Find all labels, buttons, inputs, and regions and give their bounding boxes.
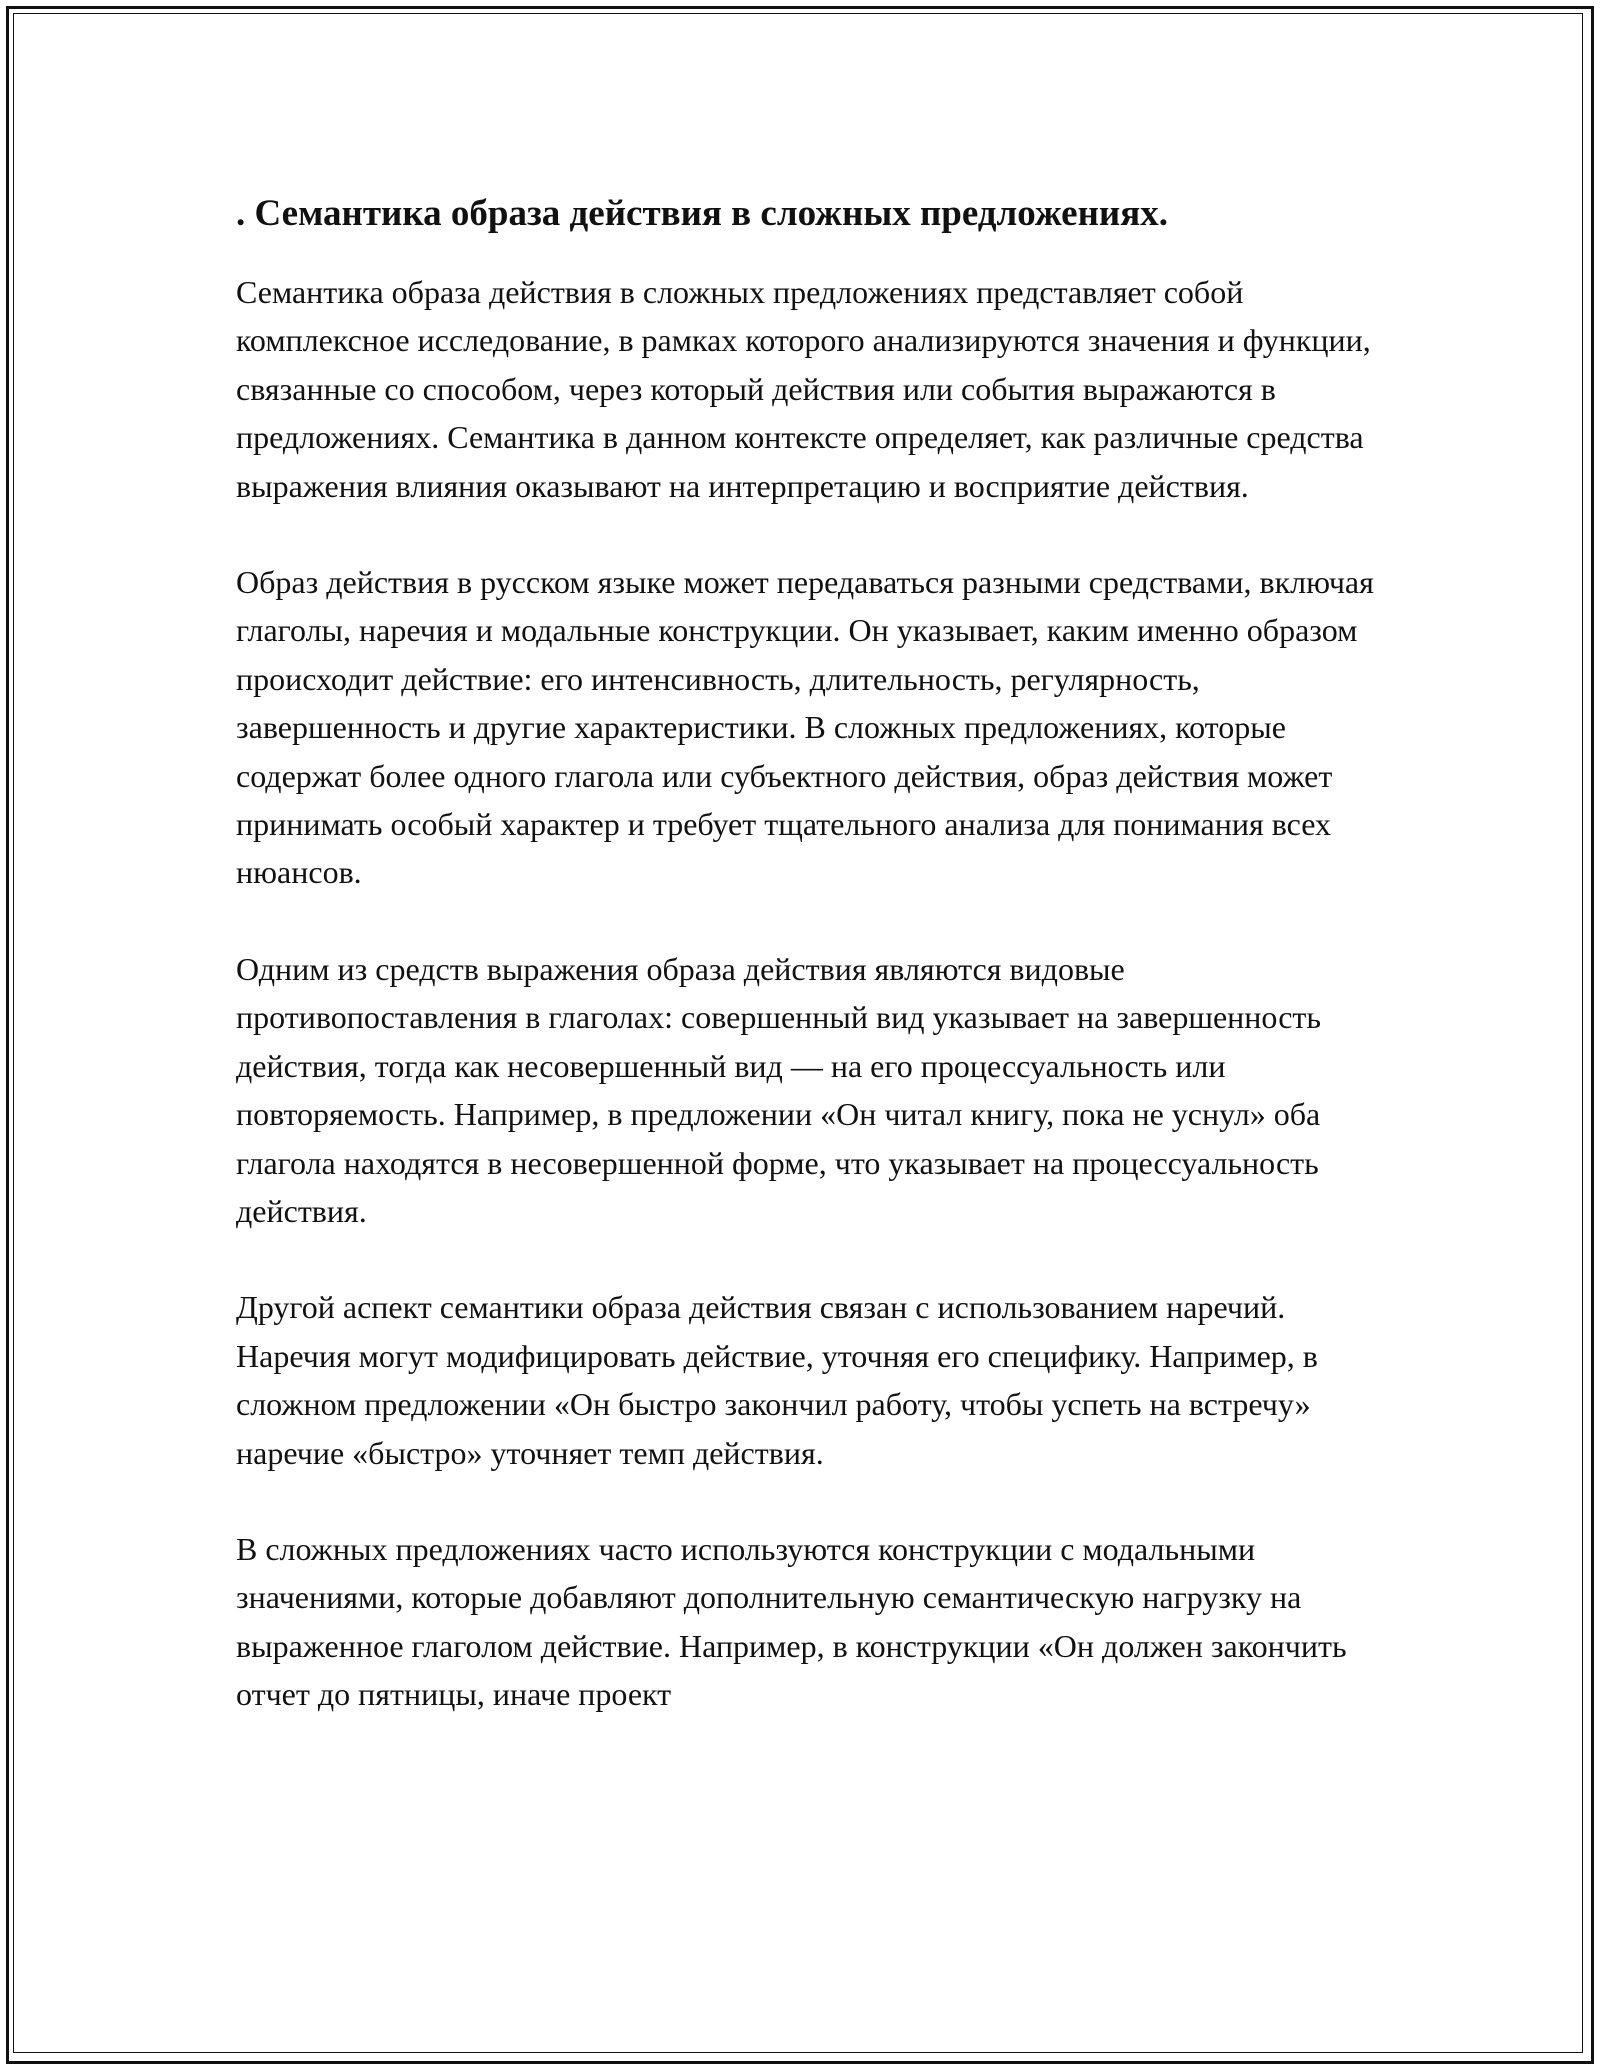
paragraph-1: Семантика образа действия в сложных предложениях представляет собой комплексное исследование, в рамках которого анализируются значения и функции, связанные со способом, через который действия или события выражаются в предложениях. Семантика в данном контексте определяет, как различные средства выражения влияния оказывают на интерпретацию и восприятие действия. — [236, 274, 1371, 504]
paragraph-3: Одним из средств выражения образа действия являются видовые противопоставления в глаголах: совершенный вид указывает на завершенность действия, тогда как несовершенный вид — на его процессуальность или повторяемость. Например, в предложении «Он читал книгу, пока не уснул» оба глагола находятся в несовершенной форме, что указывает на процессуальность действия. — [236, 950, 1321, 1229]
paragraph-2: Образ действия в русском языке может передаваться разными средствами, включая глаголы, наречия и модальные конструкции. Он указывает, каким именно образом происходит действие: его интенсивность, длительность, регулярность, завершенность и другие характеристики. В сложных предложениях, которые содержат более одного глагола или субъектного действия, образ действия может принимать особый характер и требует тщательного анализа для понимания всех нюансов. — [236, 564, 1374, 891]
section-heading: . Семантика образа действия в сложных предложениях. — [236, 193, 1169, 234]
document-body — [236, 190, 1386, 1767]
paragraph-5: В сложных предложениях часто используются конструкции с модальными значениями, которые добавляют дополнительную семантическую нагрузку на выраженное глаголом действие. Например, в конструкции «Он должен закончить отчет до пятницы, иначе проект — [236, 1530, 1347, 1713]
paragraph-4: Другой аспект семантики образа действия связан с использованием наречий. Наречия могут модифицировать действие, уточняя его специфику. Например, в сложном предложении «Он быстро закончил работу, чтобы успеть на встречу» наречие «быстро» уточняет темп действия. — [236, 1289, 1318, 1471]
